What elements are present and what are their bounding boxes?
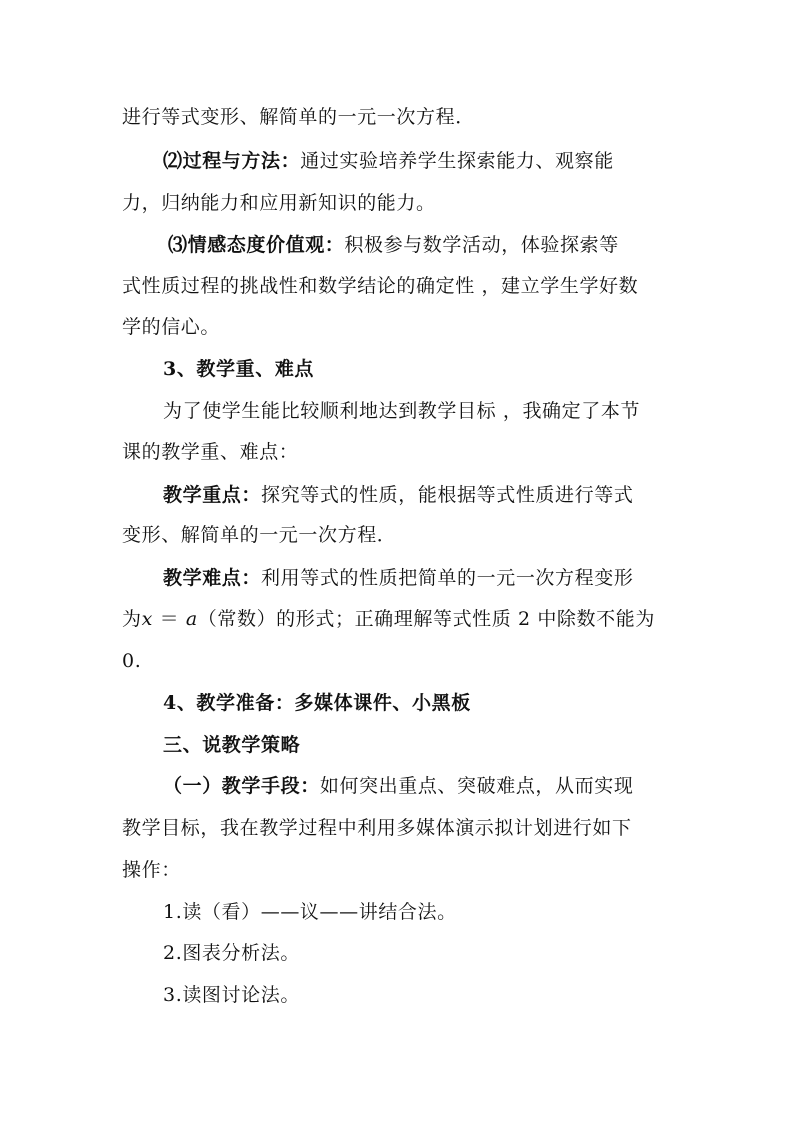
text-span: 变形、解简单的一元一次方程． <box>122 524 397 546</box>
text-line-1 <box>122 104 682 130</box>
math-variable-x: x <box>141 608 153 630</box>
text-span: 为 <box>122 608 142 630</box>
text-line-13 <box>122 606 682 632</box>
text-span: 利用等式的性质把简单的一元一次方程变形 <box>261 567 634 589</box>
text-span: 为了使学生能比较顺利地达到教学目标 ，我确定了本节 <box>163 400 641 422</box>
text-span: 1.读（看）——议——讲结合法。 <box>163 901 457 923</box>
text-line-4 <box>168 232 728 258</box>
text-span: 3、教学重、难点 <box>163 358 315 380</box>
text-line-18 <box>122 815 682 841</box>
text-span: 如何突出重点、突破难点，从而实现 <box>319 775 634 797</box>
list-item-3 <box>163 982 723 1008</box>
list-item-1 <box>163 899 723 925</box>
text-line-12 <box>163 565 723 591</box>
text-line-8 <box>163 398 723 424</box>
section-heading-key-points <box>163 356 723 382</box>
text-span: 3.读图讨论法。 <box>163 984 300 1006</box>
text-line-9 <box>122 439 682 465</box>
heading-emotion-values: ⑶情感态度价值观： <box>168 234 345 256</box>
section-heading-preparation <box>163 690 723 716</box>
text-span: 积极参与数学活动，体验探索等 <box>344 234 619 256</box>
heading-process-method: ⑵过程与方法： <box>163 150 301 172</box>
text-line-6 <box>122 314 682 340</box>
heading-teaching-means: （一）教学手段： <box>163 775 320 797</box>
text-span: 力，归纳能力和应用新知识的能力。 <box>122 192 436 214</box>
text-line-14 <box>122 648 682 674</box>
text-span: 进行等式变形、解简单的一元一次方程． <box>122 106 475 128</box>
text-span: 2.图表分析法。 <box>163 942 300 964</box>
text-line-5 <box>122 273 682 299</box>
text-line-2 <box>163 148 723 174</box>
text-span: 教学目标，我在教学过程中利用多媒体演示拟计划进行如下 <box>122 817 632 839</box>
text-span: 式性质过程的挑战性和数学结论的确定性 ，建立学生学好数 <box>122 275 639 297</box>
text-span: （常数）的形式；正确理解等式性质 2 中除数不能为 <box>197 608 655 630</box>
list-item-2 <box>163 940 723 966</box>
text-span: 操作： <box>122 859 181 881</box>
text-span: 0. <box>122 650 142 672</box>
text-line-3 <box>122 190 682 216</box>
math-variable-a: a <box>185 608 198 630</box>
text-span: 课的教学重、难点： <box>122 441 299 463</box>
text-line-10 <box>163 482 723 508</box>
text-span: 4、教学准备：多媒体课件、小黑板 <box>163 692 471 714</box>
section-heading-strategy <box>163 732 723 758</box>
heading-teaching-difficulty: 教学难点： <box>163 567 262 589</box>
text-span: 通过实验培养学生探索能力、观察能 <box>300 150 614 172</box>
text-line-11 <box>122 522 682 548</box>
heading-teaching-focus: 教学重点： <box>163 484 262 506</box>
text-span: 探究等式的性质，能根据等式性质进行等式 <box>261 484 634 506</box>
text-span: 三、说教学策略 <box>163 734 301 756</box>
text-line-19 <box>122 857 682 883</box>
math-equals: ＝ <box>152 608 186 630</box>
text-span: 学的信心。 <box>122 316 221 338</box>
text-line-17 <box>163 773 723 799</box>
